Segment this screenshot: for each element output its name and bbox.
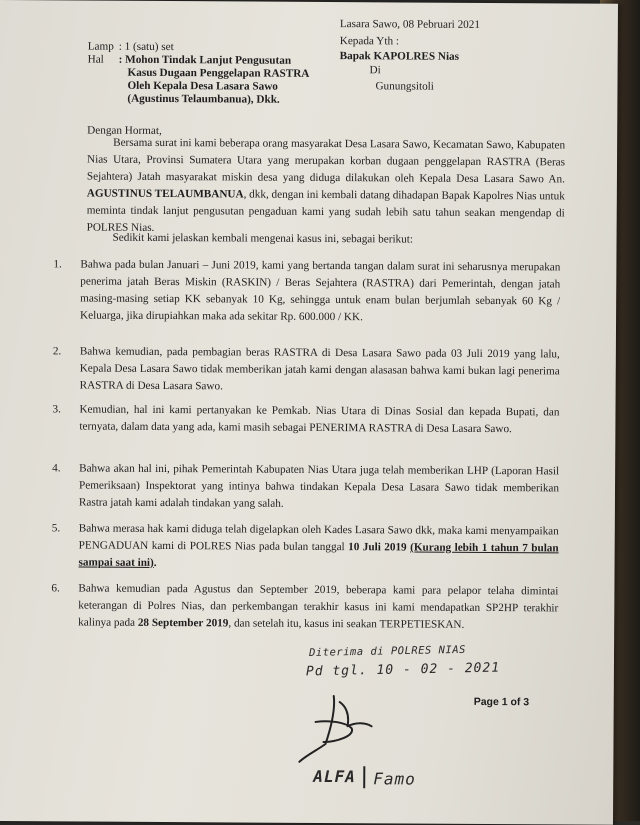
kepada-yth: Kepada Yth : bbox=[339, 35, 400, 48]
list-item: 1. Bahwa pada bulan Januari – Juni 2019, kami yang bertanda tangan dalam surat ini seharusnya merupakan penerima jatah Beras Miskin (RASKIN) / Beras Sejahtera (RASTRA) dari Pemerintah, dengan jatah masing-masing setiap KK sebanyak 10 Kg, sehingga untuk enam bulan berjumlah sebanyak 60 Kg / Keluarga, jika dirupiahkan maka ada sekitar Rp. 600.000 / KK. bbox=[53, 258, 561, 324]
explanation-intro: Sedikit kami jelaskan kembali mengenai kasus ini, sebagai berikut: bbox=[112, 231, 414, 246]
page-number: Page 1 of 3 bbox=[473, 695, 530, 709]
hal-line-2: Kasus Dugaan Penggelapan RASTRA bbox=[127, 66, 310, 80]
list-item: 5. Bahwa merasa hak kami diduga telah digelapkan oleh Kades Lasara Sawo dkk, maka kami menyampaikan PENGADUAN kami di POLRES Nias pada bulan tanggal 10 Juli 2019 (Kurang lebih 1 tahun 7 bulan sampai saat ini). bbox=[51, 522, 559, 569]
elapsed-time-note: (Kurang lebih 1 tahun 7 bulan sampai saat ini) bbox=[78, 541, 559, 569]
item-number: 3. bbox=[52, 403, 61, 416]
signature-divider bbox=[363, 766, 365, 788]
lamp-label: Lamp bbox=[87, 40, 114, 53]
hal-label: Hal bbox=[87, 53, 104, 66]
handwritten-receipt-line-2: Pd tgl. 10 - 02 - 2021 bbox=[305, 660, 501, 680]
hal-line-3: Oleh Kepala Desa Lasara Sawo bbox=[127, 79, 278, 93]
hal-line-1: : Mohon Tindak Lanjut Pengusutan bbox=[118, 53, 292, 67]
signature-mark bbox=[295, 692, 385, 773]
intro-paragraph: Bersama surat ini kami beberapa orang masyarakat Desa Lasara Sawo, Kecamatan Sawo, Kabupaten Nias Utara, Provinsi Sumatera Utara yang merupakan korban dugaan penggelapan RASTRA (Beras Sejahtera) Jatah masyarakat miskin desa yang diduga dilakukan oleh Kepala Desa Lasara Sawo An. AGUSTINUS TELAUMBANUA, dkk, dengan ini kembali datang dihadapan Bapak Kapolres Nias untuk meminta tindak lanjut pengusutan pengaduan kami yang sudah lebih satu tahun seakan mengendap di POLRES Nias. bbox=[86, 136, 566, 234]
terpetieskan: TERPETIESKAN. bbox=[379, 618, 465, 631]
item-number: 1. bbox=[53, 258, 62, 271]
complaint-date: 10 Juli 2019 bbox=[348, 541, 407, 554]
signature-name-1: ALFA bbox=[313, 766, 356, 787]
recipient: Bapak KAPOLRES Nias bbox=[339, 50, 460, 63]
salutation: Dengan Hormat, bbox=[87, 124, 162, 137]
list-item: 4. Bahwa akan hal ini, pihak Pemerintah Kabupaten Nias Utara juga telah memberikan LHP (Laporan Hasil Pemeriksaan) Inspektorat yang intinya bahwa tindakan Kepala Desa Lasara Sawo tidak memberikan Rastra jatah kami adalah tindakan yang salah. bbox=[52, 462, 560, 510]
item-number: 4. bbox=[52, 462, 61, 475]
recipient-city: Gunungsitoli bbox=[375, 80, 434, 93]
handwritten-receipt-line-1: Diterima di POLRES NIAS bbox=[308, 643, 467, 659]
place-date: Lasara Sawo, 08 Pebruari 2021 bbox=[339, 18, 481, 31]
lamp-value: : 1 (satu) set bbox=[118, 40, 174, 54]
accused-name: AGUSTINUS TELAUMBANUA bbox=[86, 187, 244, 201]
list-item: 3. Kemudian, hal ini kami pertanyakan ke Pemkab. Nias Utara di Dinas Sosial dan kepada Bupati, dan ternyata, dalam data yang ada, kami masih sebagai PENERIMA RASTRA di Desa Lasara Sawo. bbox=[52, 403, 560, 436]
hal-line-4: (Agustinus Telaumbanua), Dkk. bbox=[127, 92, 280, 106]
di-label: Di bbox=[369, 64, 381, 77]
item-number: 2. bbox=[52, 345, 62, 358]
list-item: 6. Bahwa kemudian pada Agustus dan September 2019, beberapa kami para pelapor telaha dimintai keterangan di Polres Nias, dan perkembangan terakhir kasus ini kami mendapatkan SP2HP terakhir kalinya pada 28 September 2019, dan setelah itu, kasus ini seakan TERPETIESKAN. bbox=[51, 582, 559, 631]
list-item: 2. Bahwa kemudian, pada pembagian beras RASTRA di Desa Lasara Sawo pada 03 Juli 2019 yang lalu, Kepala Desa Lasara Sawo tidak memberikan jatah kami dengan alasasan bahwa kami bukan lagi penerima RASTRA di Desa Lasara Sawo. bbox=[52, 345, 560, 393]
item-number: 6. bbox=[51, 582, 60, 595]
item-number: 5. bbox=[51, 522, 61, 535]
signature-name-2: Famo bbox=[373, 769, 416, 789]
sp2hp-date: 28 September 2019 bbox=[137, 616, 229, 630]
